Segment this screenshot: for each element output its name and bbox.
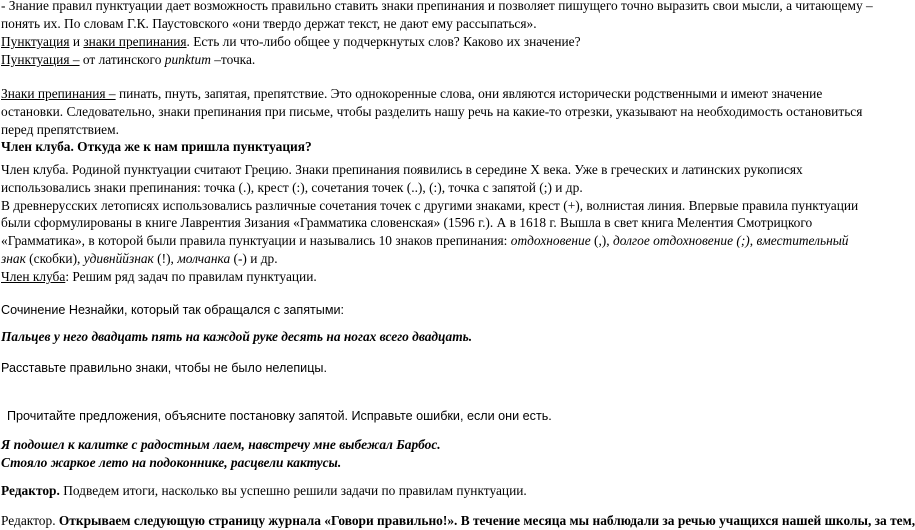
mark-name-dash: молчанка	[177, 251, 231, 266]
club-member-label: Член клуба	[1, 269, 66, 284]
editor-label: Редактор.	[1, 483, 60, 498]
editor-summary-text: Подведем итоги, насколько вы успешно решили задачи по правилам пунктуации.	[59, 483, 527, 498]
conjunction-text: и	[69, 34, 84, 49]
question-text: . Есть ли что-либо общее у подчеркнутых слов? Каково их значение?	[186, 34, 581, 49]
marks-explanation: пинать, пнуть, запятая, препятствие. Это однокоренные слова, они являются исторически родственными и имеют значение	[115, 86, 823, 101]
mark-symbol-brackets: (скобки),	[25, 251, 84, 266]
editor-summary	[1, 482, 527, 500]
mark-name-exclamation: удивнййзнак	[83, 251, 154, 266]
task-instruction: Расставьте правильно знаки, чтобы не было нелепицы.	[1, 361, 327, 375]
latin-word: punktum	[164, 52, 211, 67]
history-paragraph-line-5	[1, 232, 849, 250]
history-text: «Грамматика», в которой были правила пунктуации и назывались 10 знаков препинания:	[1, 233, 511, 248]
history-paragraph-line-6	[1, 250, 278, 268]
question-paragraph	[1, 33, 581, 51]
separator: ,	[749, 233, 757, 248]
etymology-punctuation	[1, 51, 255, 69]
term-punctuation: Пунктуация	[1, 34, 70, 49]
editor-label-plain: Редактор.	[1, 513, 56, 528]
term-punctuation-marks-dash: Знаки препинания –	[1, 86, 116, 101]
mark-symbol-dash: (-) и др.	[230, 251, 278, 266]
marks-paragraph-line-1	[1, 85, 822, 103]
example-sentence-2: Стояло жаркое лето на подоконнике, расцвели кактусы.	[1, 455, 342, 470]
mark-name-comma: отдохновение	[510, 233, 591, 248]
neznayka-sentence: Пальцев у него двадцать пять на каждой руке десять на ногах всего двадцать.	[1, 329, 473, 344]
etymology-text: от латинского	[79, 52, 165, 67]
term-punctuation-dash: Пунктуация –	[1, 52, 80, 67]
neznayka-intro: Сочинение Незнайки, который так обращался с запятыми:	[1, 303, 345, 317]
example-sentence-1: Я подошел к калитке с радостным лаем, навстречу мне выбежал Барбос.	[1, 437, 441, 452]
term-punctuation-marks: знаки препинания	[83, 34, 187, 49]
mark-name-brackets-part-2: знак	[1, 251, 26, 266]
marks-paragraph-line-2: остановки. Следовательно, знаки препинания при письме, чтобы разделить нашу речь на какие-то отрезки, указывают на необходимость остановиться	[1, 104, 863, 119]
history-paragraph-line-2: использовались знаки препинания: точка (.), крест (:), сочетания точек (..), (:), точка с запятой (;) и др.	[1, 180, 583, 195]
history-paragraph-line-3: В древнерусских летописях использовались различные сочетания точек с другими знаками, крест (+), волнистая линия. Впервые правила пунктуации	[1, 198, 859, 213]
etymology-meaning: –точка.	[210, 52, 256, 67]
task-instruction-commas: Прочитайте предложения, объясните постановку запятой. Исправьте ошибки, если они есть.	[7, 409, 552, 423]
intro-paragraph-line-1: - Знание правил пунктуации дает возможность правильно ставить знаки препинания и позволяет пишущего точно выразить свои мысли, а читающему –	[1, 0, 873, 13]
editor-next-page-text: Открываем следующую страницу журнала «Говори правильно!». В течение месяца мы наблюдали за речью учащихся нашей школы, за тем,	[55, 513, 915, 528]
mark-symbol-comma: (,),	[590, 233, 613, 248]
mark-name-brackets-part-1: вместительный	[756, 233, 849, 248]
editor-next-page	[1, 512, 915, 530]
mark-name-semicolon: долгое отдохновение (;)	[612, 233, 750, 248]
task-intro	[1, 268, 317, 286]
mark-symbol-exclamation: (!),	[153, 251, 178, 266]
marks-paragraph-line-3: перед препятствием.	[1, 122, 119, 137]
intro-paragraph-line-2: понять их. По словам Г.К. Паустовского «они твердо держат текст, не дают ему рассыпаться».	[1, 16, 537, 31]
history-paragraph-line-1: Член клуба. Родиной пунктуации считают Грецию. Знаки препинания появились в середине X века. Уже в греческих и латинских рукописях	[1, 162, 803, 177]
history-paragraph-line-4: были сформулированы в книге Лаврентия Зизания «Грамматика словенская» (1596 г.). А в 1618 г. Вышла в свет книга Мелентия Смотрицкого	[1, 215, 813, 230]
club-member-question: Член клуба. Откуда же к нам пришла пунктуация?	[1, 139, 312, 154]
task-intro-text: : Решим ряд задач по правилам пунктуации.	[65, 269, 317, 284]
